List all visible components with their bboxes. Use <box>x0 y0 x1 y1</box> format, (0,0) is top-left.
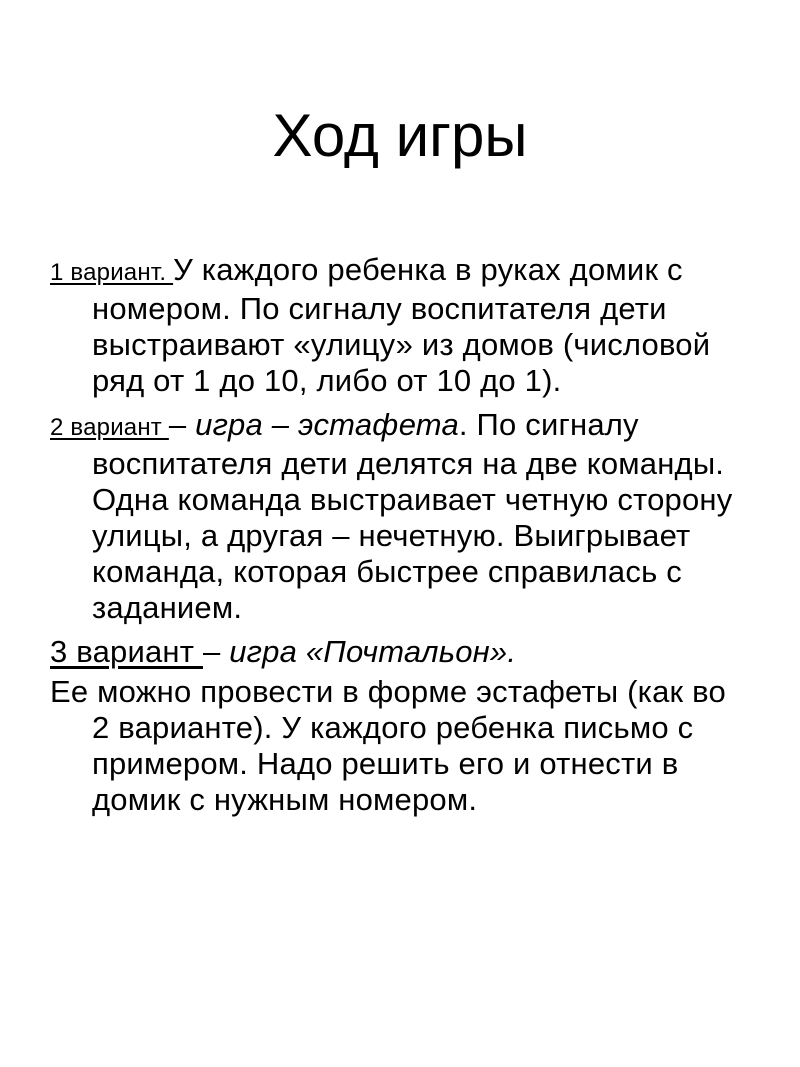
variant-1-label: 1 вариант. <box>50 259 174 286</box>
variant-1-paragraph <box>50 252 750 399</box>
variant-3-dash: – <box>202 634 230 669</box>
variant-2-paragraph <box>50 407 750 626</box>
variant-2-game-name: игра – эстафета <box>195 407 459 442</box>
variant-2-text: . По сигналу воспитателя дети делятся на две команды. Одна команда выстраивает четную сторону улицы, а другая – нечетную. Выигрывает команда, которая быстрее справилась с заданием. <box>92 407 733 625</box>
variant-3-game-name: игра «Почтальон». <box>229 634 517 669</box>
variant-3-description: Ее можно провести в форме эстафеты (как во 2 варианте). У каждого ребенка письмо с примером. Надо решить его и отнести в домик с нужным номером. <box>50 674 726 817</box>
slide-body <box>50 252 750 818</box>
variant-1-text: У каждого ребенка в руках домик с номером. По сигналу воспитателя дети выстраивают «улицу» из домов (числовой ряд от 1 до 10, либо от 10 до 1). <box>92 252 711 398</box>
variant-2-dash: – <box>168 407 196 442</box>
slide-title: Ход игры <box>272 102 528 169</box>
variant-3-paragraph <box>50 634 750 670</box>
variant-3-label: 3 вариант <box>50 634 203 669</box>
variant-2-label: 2 вариант <box>50 414 169 441</box>
